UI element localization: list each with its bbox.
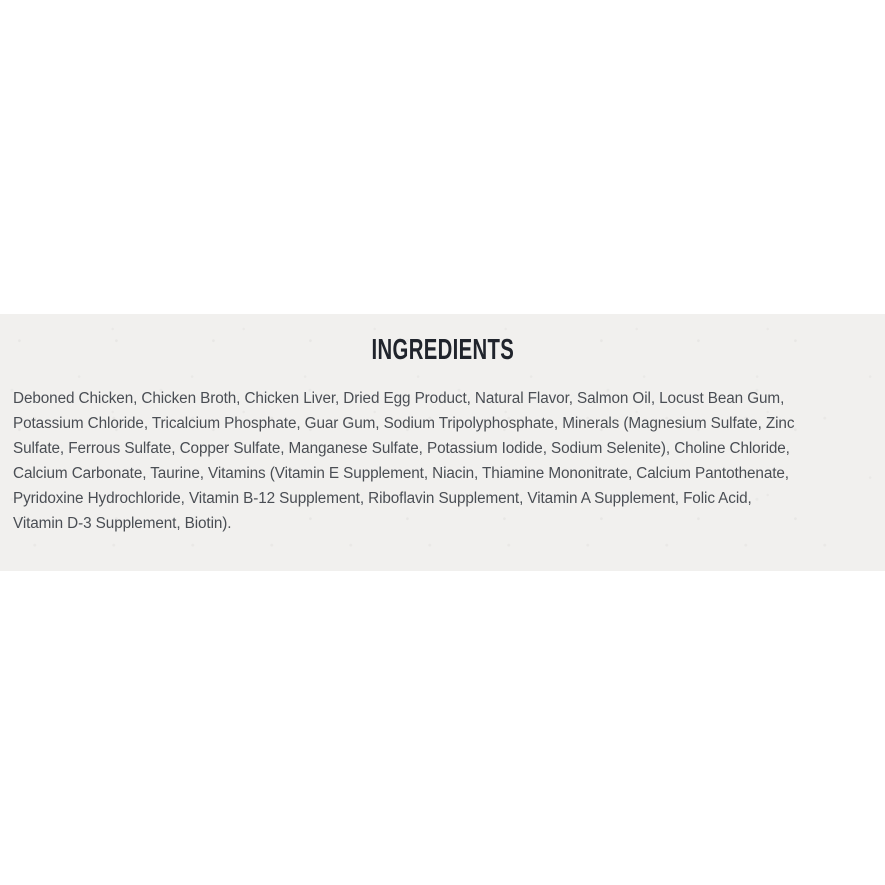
ingredients-line-1: Deboned Chicken, Chicken Broth, Chicken Liver, Dried Egg Product, Natural Flavor, Salmon Oil, Locust Bean Gum, bbox=[13, 390, 785, 407]
ingredients-line-4: Calcium Carbonate, Taurine, Vitamins (Vitamin E Supplement, Niacin, Thiamine Mononitrate, Calcium Pantothenate, bbox=[13, 464, 789, 482]
ingredients-line-5: Pyridoxine Hydrochloride, Vitamin B-12 Supplement, Riboflavin Supplement, Vitamin A Supplement, Folic Acid, bbox=[13, 489, 752, 507]
top-whitespace bbox=[0, 0, 885, 314]
ingredients-line-3: Sulfate, Ferrous Sulfate, Copper Sulfate, Manganese Sulfate, Potassium Iodide, Sodium Selenite), Choline Chloride, bbox=[13, 439, 790, 457]
bottom-whitespace bbox=[0, 571, 885, 885]
ingredients-section bbox=[0, 314, 885, 571]
ingredients-line-2: Potassium Chloride, Tricalcium Phosphate, Guar Gum, Sodium Tripolyphosphate, Minerals (Magnesium Sulfate, Zinc bbox=[13, 414, 795, 432]
ingredients-heading-text: INGREDIENTS bbox=[371, 334, 514, 366]
ingredients-line-6: Vitamin D-3 Supplement, Biotin). bbox=[13, 514, 232, 532]
ingredients-heading bbox=[0, 314, 885, 365]
ingredients-paragraph bbox=[0, 387, 885, 536]
